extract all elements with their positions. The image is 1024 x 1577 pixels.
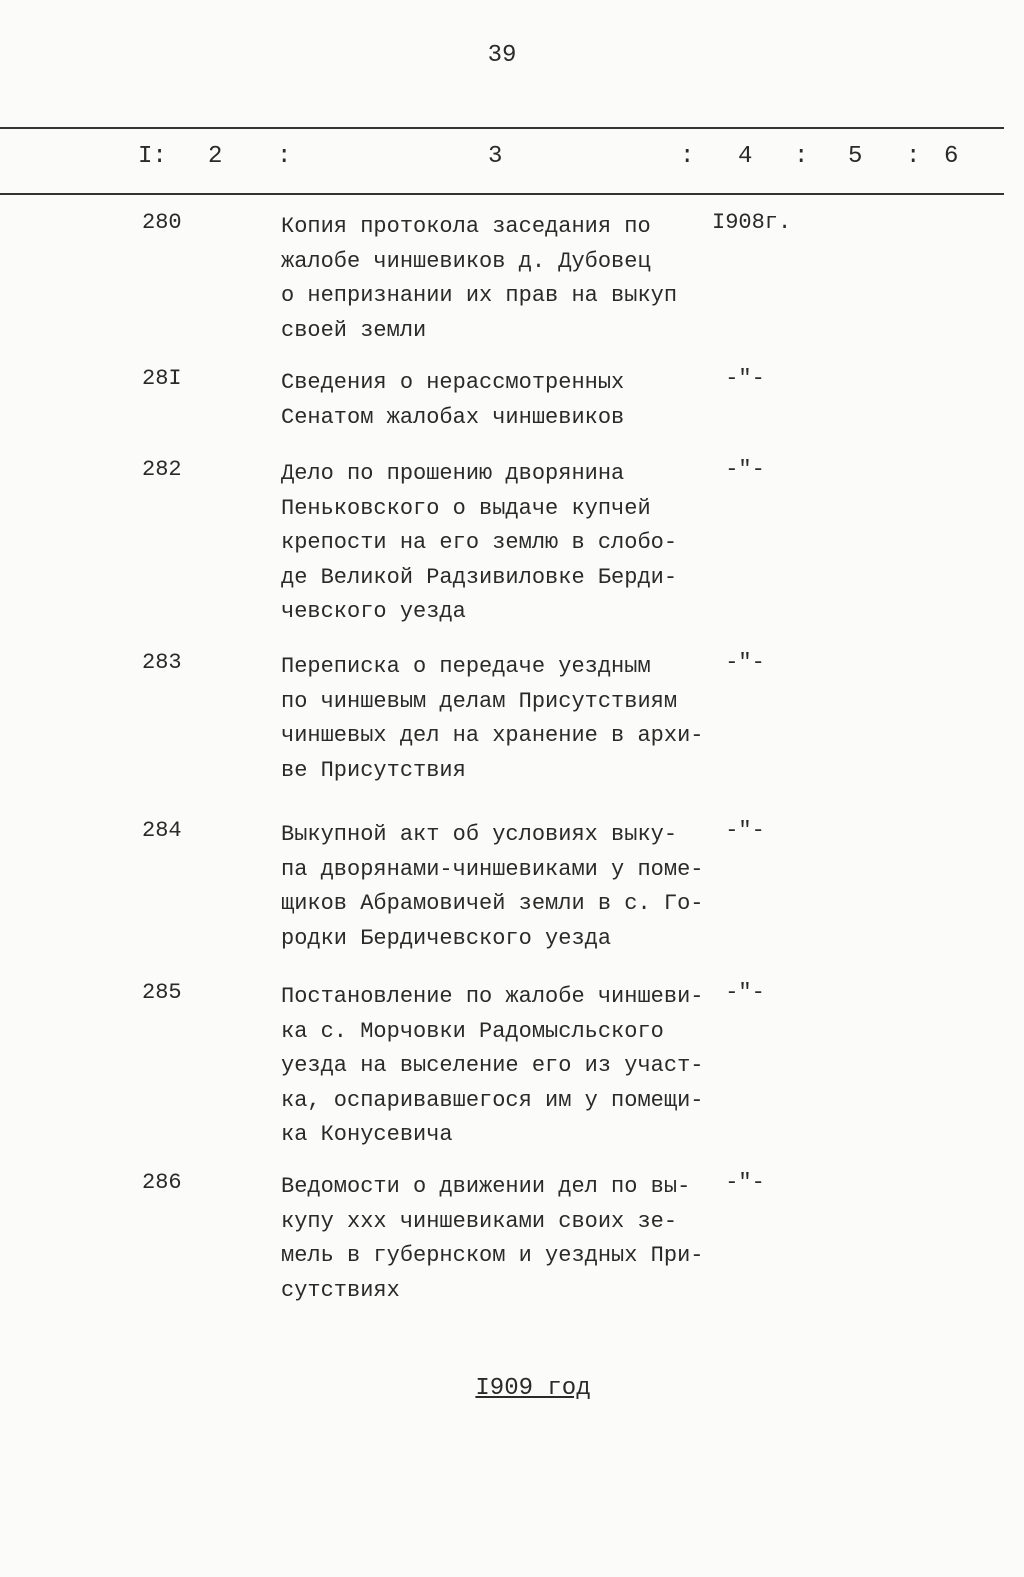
description-line: Копия протокола заседания по [281, 214, 651, 239]
description-line: Дело по прошению дворянина [281, 461, 625, 486]
row-date: -"- [712, 818, 765, 843]
description-line: ка Конусевича [281, 1122, 453, 1147]
description-line: своей земли [281, 317, 427, 343]
header-col-2: 2 [208, 143, 223, 170]
header-separator: : [680, 143, 695, 170]
description-line: Сведения о нерассмотренных [281, 370, 625, 395]
description-line: по чиншевым делам Присутствиям [281, 688, 678, 714]
description-line: ка, оспаривавшегося им у помещи- [281, 1087, 704, 1113]
row-number: 283 [142, 650, 182, 675]
description-line: Выкупной акт об условиях выку- [281, 822, 678, 847]
description-line: па дворянами-чиншевиками у поме- [281, 856, 704, 882]
description-line: де Великой Радзивиловке Берди- [281, 564, 678, 590]
row-date: -"- [712, 366, 765, 391]
description-line: Постановление по жалобе чиншеви- [281, 984, 704, 1009]
description-line: крепости на его землю в слобо- [281, 530, 678, 555]
description-line: Пеньковского о выдаче купчей [281, 495, 651, 521]
description-line: ка с. Морчовки Радомысльского [281, 1018, 664, 1044]
description-line: родки Бердичевского уезда [281, 925, 612, 951]
header-col-1: I: [138, 143, 167, 170]
row-number: 286 [142, 1170, 182, 1195]
row-number: 284 [142, 818, 182, 843]
description-line: чиншевых дел на хранение в архи- [281, 723, 704, 748]
row-date: -"- [712, 980, 765, 1005]
page-number: 39 [487, 42, 517, 69]
row-description [281, 1170, 731, 1308]
description-line: о непризнании их прав на выкуп [281, 283, 678, 308]
row-description [281, 980, 731, 1153]
header-separator: : [906, 143, 921, 170]
description-line: щиков Абрамовичей земли в с. Го- [281, 891, 704, 916]
description-line: купу ххх чиншевиками своих зе- [281, 1208, 678, 1234]
description-line: Ведомости о движении дел по вы- [281, 1174, 691, 1199]
row-number: 28I [142, 366, 182, 391]
description-line: Переписка о передаче уездным [281, 654, 651, 679]
description-line: чевского уезда [281, 599, 466, 624]
row-number: 280 [142, 210, 182, 235]
header-separator: : [794, 143, 809, 170]
row-description [281, 366, 731, 435]
table-rule-bottom [0, 193, 1004, 195]
header-col-5: 5 [848, 143, 863, 170]
row-description [281, 818, 731, 956]
description-line: уезда на выселение его из участ- [281, 1053, 704, 1078]
row-date: I908г. [712, 210, 792, 235]
table-rule-top [0, 127, 1004, 129]
description-line: сутствиях [281, 1277, 400, 1303]
row-number: 285 [142, 980, 182, 1005]
row-number: 282 [142, 457, 182, 482]
header-col-6: 6 [944, 143, 959, 170]
year-heading: I909 год [475, 1375, 591, 1402]
row-date: -"- [712, 1170, 765, 1195]
row-description [281, 210, 731, 348]
header-col-3: 3 [488, 143, 503, 170]
header-col-4: 4 [738, 143, 753, 170]
header-separator: : [277, 143, 292, 170]
description-line: Сенатом жалобах чиншевиков [281, 404, 625, 430]
row-description [281, 457, 731, 630]
description-line: жалобе чиншевиков д. Дубовец [281, 248, 651, 274]
description-line: мель в губернском и уездных При- [281, 1243, 704, 1268]
row-description [281, 650, 731, 788]
row-date: -"- [712, 650, 765, 675]
row-date: -"- [712, 457, 765, 482]
description-line: ве Присутствия [281, 757, 466, 783]
